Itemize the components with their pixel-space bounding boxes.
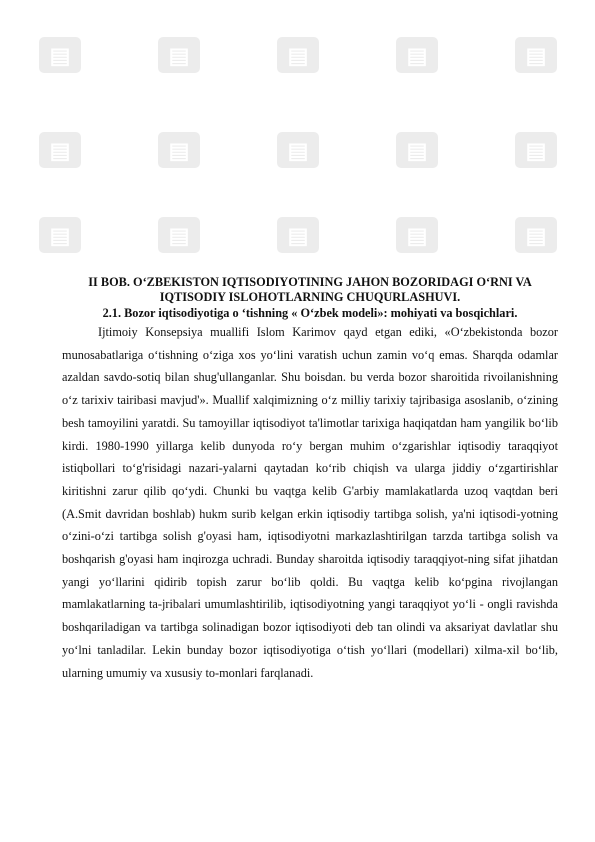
document-watermark-icon [394,35,440,75]
document-watermark-icon [37,215,83,255]
document-watermark-icon [394,130,440,170]
watermark-row [0,125,595,175]
document-watermark-icon [156,35,202,75]
watermark-row [0,210,595,260]
document-watermark-icon [275,215,321,255]
svg-text:▤: ▤ [406,43,427,68]
svg-text:▤: ▤ [168,223,189,248]
svg-text:▤: ▤ [168,138,189,163]
document-watermark-icon [37,130,83,170]
svg-text:▤: ▤ [49,43,70,68]
svg-text:▤: ▤ [168,43,189,68]
section-title: 2.1. Bozor iqtisodiyotiga o ‘tishning « O‘zbek modeli»: mohiyati va bosqichlari. [102,306,518,320]
document-watermark-icon [275,130,321,170]
svg-text:▤: ▤ [287,138,308,163]
document-watermark-icon [156,215,202,255]
svg-text:▤: ▤ [525,138,546,163]
svg-text:▤: ▤ [49,138,70,163]
document-watermark-icon [156,130,202,170]
document-watermark-icon [513,35,559,75]
watermark-row [0,30,595,80]
chapter-title: II BOB. O‘ZBEKISTON IQTISODIYOTINING JAHON BOZORIDAGI O‘RNI VA IQTISODIY ISLOHOTLARNING CHUQURLASHUVI. [88,275,532,304]
svg-text:▤: ▤ [525,223,546,248]
document-watermark-icon [513,215,559,255]
document-watermark-icon [394,215,440,255]
document-page [62,275,558,684]
svg-text:▤: ▤ [406,223,427,248]
document-watermark-icon [275,35,321,75]
document-watermark-icon [37,35,83,75]
document-watermark-icon [513,130,559,170]
svg-text:▤: ▤ [287,43,308,68]
svg-text:▤: ▤ [49,223,70,248]
body-paragraph: Ijtimoiy Konsepsiya muallifi Islom Karimov qayd etgan ediki, «O‘zbekistonda bozor munosabatlariga o‘tishning o‘ziga xos yo‘lini varatish uchun zamin vo‘q emas. Sharqda odamlar azaldan savdo-sotiq bilan shug'ullanganlar. Shu boisdan. bu verda bozor sharoitida rivoilanishning o‘z tarixiv tairibasi mavjud'». Muallif xalqimizning o‘z milliy tarixiy tajribasiga asoslanib, o‘zining besh tamoyilini yaratdi. Su tamoyillar iqtisodiyot ta'limotlar tarixiga haqiqatdan ham yangilik bo‘lib kirdi. 1980-1990 yillarga kelib dunyoda ro‘y bergan muhim o‘zgarishlar iqtisodiy taraqqiyot istiqbollari to‘g'risidagi nazari-yalarni qaytadan ko‘rib chiqish va ularga jiddiy o‘zgartirishlar kiritishni zarur qilib qo‘ydi. Chunki bu vaqtga kelib G'arbiy mamlakatlarda uzoq vaqtdan beri (A.Smit davridan boshlab) hukm surib kelgan erkin iqtisodiy tartibga solish, ya'ni iqtisodi-yotning o‘zini-o‘zi tartibga solish g'oyasi ham, iqtisodiyotni markazlashtirilgan tarzda tartibga solish va boshqarish g'oyasi ham inqirozga uchradi. Bunday sharoitda iqtisodiy taraqqiyot-ning sifat jihatdan yangi yo‘llarini qidirib topish zarur bo‘lib qoldi. Bu vaqtga kelib ko‘pgina rivojlangan mamlakatlarning ta-jribalari umumlashtirilib, iqtisodiyotning yangi taraqqiyot yo‘li - ongli ravishda boshqariladigan va tartibga solinadigan bozor iqtisodiyoti deb tan olindi va aksariyat davlatlar shu yo‘lni tanladilar. Lekin bunday bozor iqtisodiyotiga o‘tish yo‘llari (modellari) xilma-xil bo‘lib, ularning umumiy va xususiy to-monlari farqlanadi. [62,325,558,680]
svg-text:▤: ▤ [525,43,546,68]
svg-text:▤: ▤ [287,223,308,248]
svg-text:▤: ▤ [406,138,427,163]
